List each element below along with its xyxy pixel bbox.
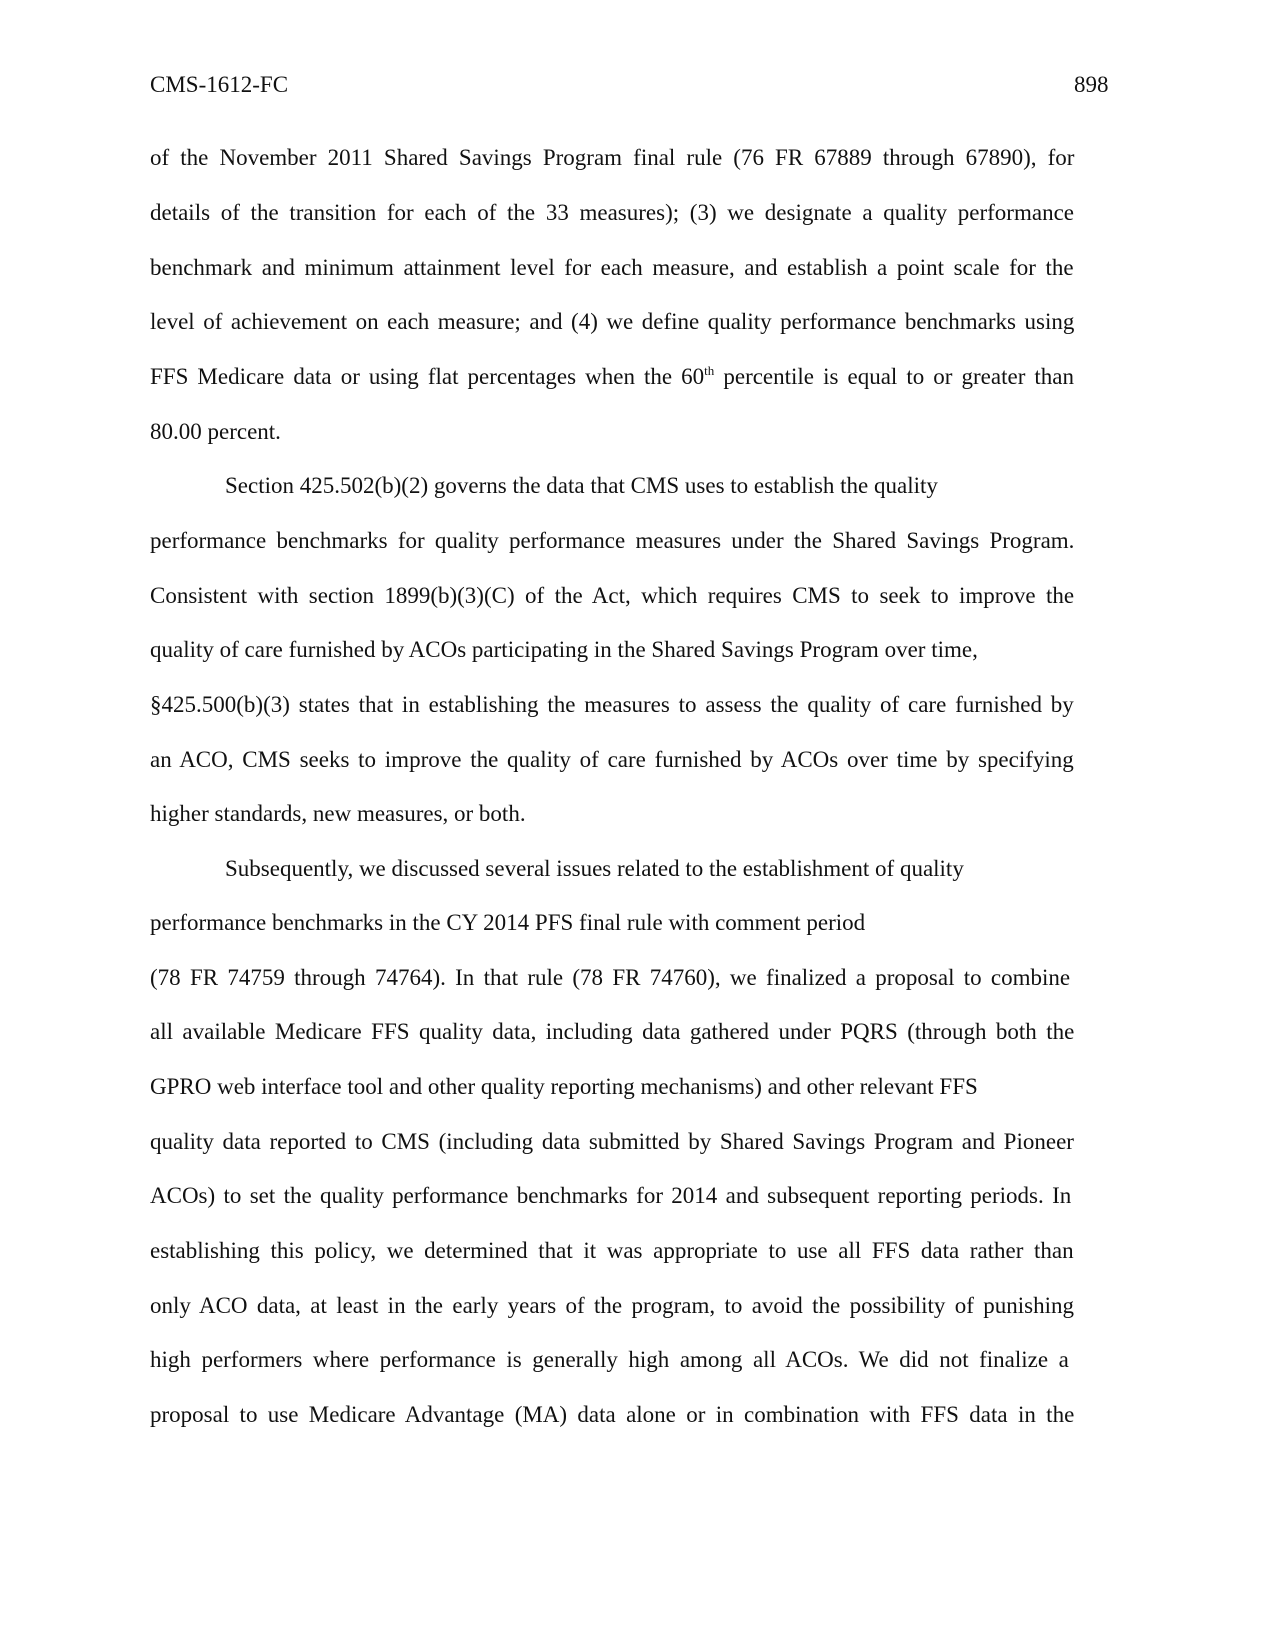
- text-line: establishing this policy, we determined that it was appropriate to use all FFS data rather than: [150, 1238, 1074, 1263]
- text-line: level of achievement on each measure; and (4) we define quality performance benchmarks using: [150, 309, 1075, 334]
- text-line: benchmark and minimum attainment level for each measure, and establish a point scale for the: [150, 255, 1074, 280]
- page-number: 898: [1074, 72, 1109, 97]
- text-segment: FFS Medicare data or using flat percentages when the 60: [150, 364, 705, 389]
- text-line: all available Medicare FFS quality data, including data gathered under PQRS (through both the: [150, 1019, 1075, 1044]
- text-segment: percentile is equal to or greater than: [714, 364, 1075, 389]
- text-line: Consistent with section 1899(b)(3)(C) of the Act, which requires CMS to seek to improve the: [150, 583, 1075, 608]
- text-line: only ACO data, at least in the early years of the program, to avoid the possibility of punishing: [150, 1293, 1075, 1318]
- text-line: an ACO, CMS seeks to improve the quality of care furnished by ACOs over time by specifying: [150, 747, 1074, 772]
- text-line: performance benchmarks for quality performance measures under the Shared Savings Program.: [150, 528, 1075, 553]
- text-line: details of the transition for each of the 33 measures); (3) we designate a quality performance: [150, 200, 1074, 225]
- text-line: ACOs) to set the quality performance benchmarks for 2014 and subsequent reporting periods. In: [150, 1183, 1072, 1208]
- text-line-with-superscript: [150, 365, 1074, 388]
- superscript: th: [704, 363, 715, 378]
- document-id: CMS-1612-FC: [150, 72, 289, 97]
- paragraph-first-line: Section 425.502(b)(2) governs the data that CMS uses to establish the quality: [225, 473, 938, 498]
- text-line: GPRO web interface tool and other quality reporting mechanisms) and other relevant FFS: [150, 1074, 978, 1099]
- text-line: quality of care furnished by ACOs participating in the Shared Savings Program over time,: [150, 637, 978, 662]
- text-line: (78 FR 74759 through 74764). In that rule (78 FR 74760), we finalized a proposal to combine: [150, 965, 1071, 990]
- text-line: proposal to use Medicare Advantage (MA) data alone or in combination with FFS data in the: [150, 1402, 1075, 1427]
- paragraph-first-line: Subsequently, we discussed several issues related to the establishment of quality: [225, 856, 964, 881]
- text-line: performance benchmarks in the CY 2014 PFS final rule with comment period: [150, 910, 866, 935]
- text-line: quality data reported to CMS (including data submitted by Shared Savings Program and Pioneer: [150, 1129, 1074, 1154]
- text-line: §425.500(b)(3) states that in establishing the measures to assess the quality of care furnished by: [150, 692, 1074, 717]
- text-line: of the November 2011 Shared Savings Program final rule (76 FR 67889 through 67890), for: [150, 145, 1075, 170]
- text-line: higher standards, new measures, or both.: [150, 801, 526, 826]
- text-line: high performers where performance is generally high among all ACOs. We did not finalize a: [150, 1347, 1069, 1372]
- text-line: 80.00 percent.: [150, 419, 281, 444]
